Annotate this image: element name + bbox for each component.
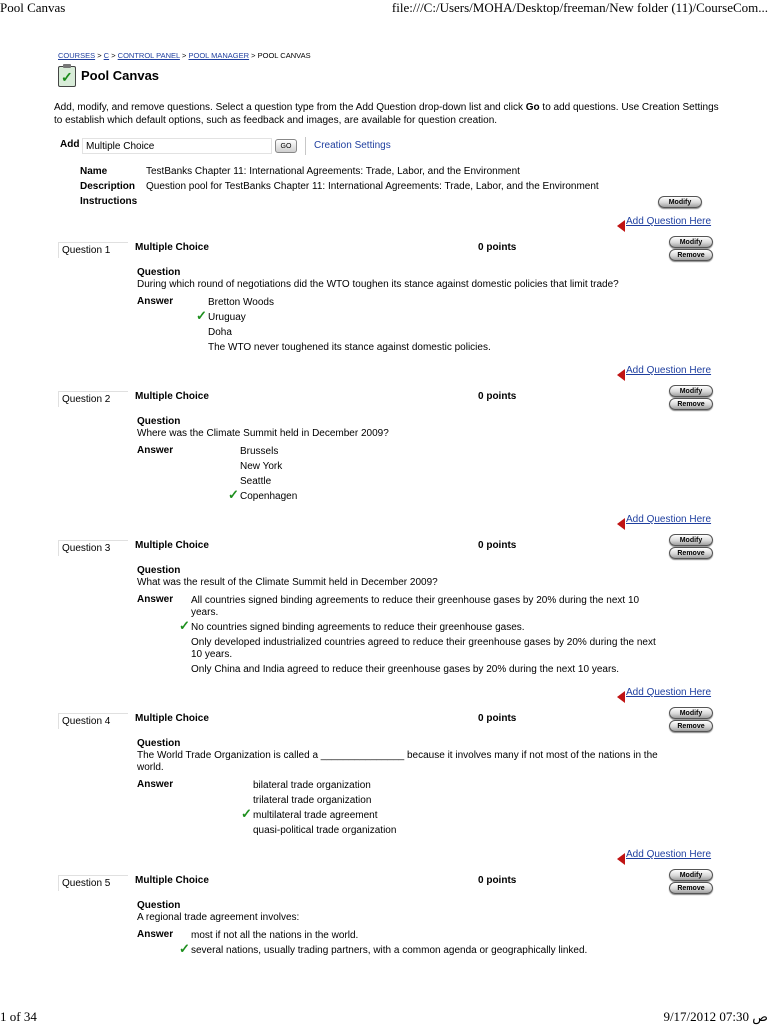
answer-option-1-3: Doha [208, 327, 232, 338]
question-text-2: Where was the Climate Summit held in December 2009? [137, 428, 389, 439]
add-question-here-link-3[interactable]: Add Question Here [626, 514, 712, 525]
name-value: TestBanks Chapter 11: International Agreements: Trade, Labor, and the Environment [146, 166, 520, 177]
print-footer-date: 9/17/2012 07:30 ص [663, 1009, 768, 1024]
red-arrow-icon [617, 853, 625, 865]
red-arrow-icon [617, 369, 625, 381]
answer-option-3-4: Only China and India agreed to reduce their greenhouse gases by 20% during the next 10 years. [191, 664, 620, 675]
breadcrumb-pool-manager[interactable]: POOL MANAGER [188, 51, 250, 60]
answer-option-2-3: Seattle [240, 476, 272, 487]
modify-button-5[interactable]: Modify [669, 869, 713, 881]
correct-answer-2: Copenhagen [240, 491, 298, 502]
red-arrow-icon [617, 220, 625, 232]
creation-settings-link[interactable]: Creation Settings [314, 140, 391, 151]
red-arrow-icon [617, 518, 625, 530]
question-label-4: Question [137, 738, 181, 749]
question-type-5: Multiple Choice [135, 875, 209, 886]
breadcrumb-current: POOL CANVAS [257, 51, 311, 60]
add-question-here-link-1[interactable]: Add Question Here [626, 216, 712, 227]
description-value: Question pool for TestBanks Chapter 11: International Agreements: Trade, Labor, and the Environment [146, 181, 599, 192]
question-text-5: A regional trade agreement involves: [137, 912, 300, 923]
question-number-1: Question 1 [58, 242, 128, 258]
answer-label-2: Answer [137, 445, 174, 456]
breadcrumb-sep: > [97, 51, 102, 60]
answer-option-2-1: Brussels [240, 446, 279, 457]
intro-part-2: to add questions. Use Creation Settings to establish which default options, such as feedback and images, are available for question creation. [54, 102, 719, 126]
answer-option-2-2: New York [240, 461, 283, 472]
question-number-4: Question 4 [58, 713, 128, 729]
print-header-url: file:///C:/Users/MOHA/Desktop/freeman/New folder (11)/CourseCom... [391, 0, 768, 15]
answer-option-3-1: All countries signed binding agreements to reduce their greenhouse gases by 20% during the next 10 years. [191, 595, 640, 618]
add-question-here-link-2[interactable]: Add Question Here [626, 365, 712, 376]
question-points-5: 0 points [478, 875, 517, 886]
intro-go-word: Go [525, 102, 540, 113]
question-type-3: Multiple Choice [135, 540, 209, 551]
answer-option-5-1: most if not all the nations in the world. [191, 930, 359, 941]
breadcrumb-sep: > [111, 51, 116, 60]
question-label-5: Question [137, 900, 181, 911]
add-label: Add [60, 139, 80, 150]
name-label: Name [80, 166, 108, 177]
breadcrumb [58, 51, 311, 60]
remove-button-2[interactable]: Remove [669, 398, 713, 410]
breadcrumb-control-panel[interactable]: CONTROL PANEL [117, 51, 180, 60]
answer-option-1-4: The WTO never toughened its stance against domestic policies. [208, 342, 491, 353]
answer-label-4: Answer [137, 779, 174, 790]
question-number-2: Question 2 [58, 391, 128, 407]
answer-label-5: Answer [137, 929, 174, 940]
print-footer-page: 1 of 34 [0, 1009, 37, 1024]
question-number-5: Question 5 [58, 875, 128, 891]
go-button[interactable]: GO [275, 139, 297, 153]
description-label: Description [80, 181, 136, 192]
checkmark-icon: ✓ [179, 941, 190, 956]
question-type-1: Multiple Choice [135, 242, 209, 253]
remove-button-3[interactable]: Remove [669, 547, 713, 559]
question-label-2: Question [137, 416, 181, 427]
answer-option-3-3: Only developed industrialized countries agreed to reduce their greenhouse gases by 20% during the next 10 years. [191, 637, 656, 660]
question-type-4: Multiple Choice [135, 713, 209, 724]
answer-option-4-2: trilateral trade organization [253, 795, 372, 806]
answer-label-1: Answer [137, 296, 174, 307]
answer-option-4-4: quasi-political trade organization [253, 825, 397, 836]
question-points-2: 0 points [478, 391, 517, 402]
question-label-1: Question [137, 267, 181, 278]
checkmark-icon: ✓ [196, 308, 207, 323]
modify-button-4[interactable]: Modify [669, 707, 713, 719]
breadcrumb-courses[interactable]: COURSES [58, 51, 96, 60]
correct-answer-3: No countries signed binding agreements to reduce their greenhouse gases. [191, 622, 525, 633]
modify-button-1[interactable]: Modify [669, 236, 713, 248]
intro-part-1: Add, modify, and remove questions. Select a question type from the Add Question drop-down list and click [54, 102, 526, 113]
correct-answer-1: Uruguay [208, 312, 246, 323]
checkmark-icon: ✓ [241, 806, 252, 821]
question-points-4: 0 points [478, 713, 517, 724]
page-title: Pool Canvas [81, 68, 160, 83]
checkmark-icon: ✓ [228, 487, 239, 502]
remove-button-1[interactable]: Remove [669, 249, 713, 261]
instructions-label: Instructions [80, 196, 138, 207]
breadcrumb-sep: > [182, 51, 187, 60]
add-question-here-link-5[interactable]: Add Question Here [626, 849, 712, 860]
print-header-title: Pool Canvas [0, 0, 66, 15]
question-points-3: 0 points [478, 540, 517, 551]
checkmark-icon: ✓ [179, 618, 190, 633]
remove-button-5[interactable]: Remove [669, 882, 713, 894]
correct-answer-4: multilateral trade agreement [253, 810, 378, 821]
divider [305, 137, 306, 155]
answer-option-4-1: bilateral trade organization [253, 780, 371, 791]
question-number-3: Question 3 [58, 540, 128, 556]
breadcrumb-sep: > [251, 51, 256, 60]
question-label-3: Question [137, 565, 181, 576]
answer-label-3: Answer [137, 594, 174, 605]
question-text-1: During which round of negotiations did the WTO toughen its stance against domestic policies that limit trade? [137, 279, 619, 290]
remove-button-4[interactable]: Remove [669, 720, 713, 732]
question-type-select[interactable]: Multiple Choice [82, 138, 272, 154]
question-points-1: 0 points [478, 242, 517, 253]
add-question-here-link-4[interactable]: Add Question Here [626, 687, 712, 698]
breadcrumb-course[interactable]: C [103, 51, 110, 60]
red-arrow-icon [617, 691, 625, 703]
correct-answer-5: several nations, usually trading partners, with a common agenda or geographically linked. [191, 945, 588, 956]
answer-option-1-1: Bretton Woods [208, 297, 274, 308]
question-type-2: Multiple Choice [135, 391, 209, 402]
question-text-4: The World Trade Organization is called a _______________ because it involves many if not most of the nations in the world. [137, 750, 658, 773]
intro-text [54, 101, 720, 127]
modify-button-2[interactable]: Modify [669, 385, 713, 397]
clipboard-check-icon: ✓ [58, 66, 76, 87]
modify-button-3[interactable]: Modify [669, 534, 713, 546]
modify-pool-button[interactable]: Modify [658, 196, 702, 208]
question-text-3: What was the result of the Climate Summit held in December 2009? [137, 577, 438, 588]
